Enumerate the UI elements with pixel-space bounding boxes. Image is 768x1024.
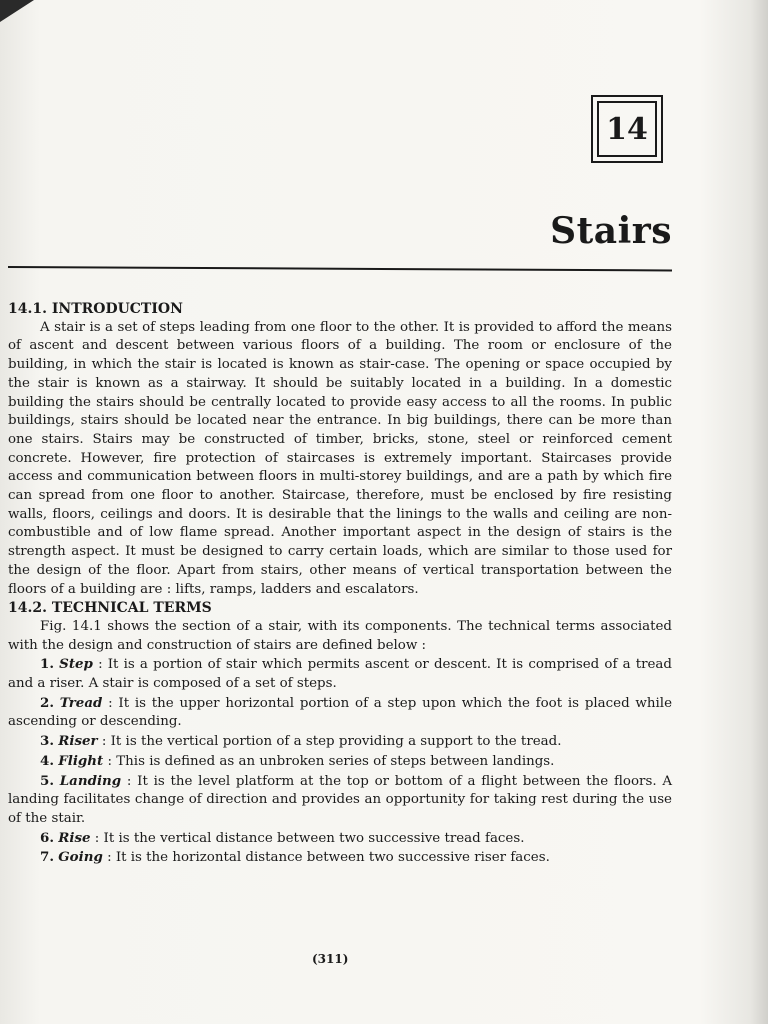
page-edge-shadow	[750, 0, 768, 1024]
section-heading-technical-terms: 14.2. TECHNICAL TERMS	[8, 600, 212, 617]
term-landing: 5. Landing : It is the level platform at the top or bottom of a flight between the floors. A landing facilitates change of direction and provides an opportunity for taking rest during the use of the stair.	[8, 772, 672, 826]
term-definition: : It is a portion of stair which permits ascent or descent. It is comprised of a tread and a riser. A stair is composed of a set of steps.	[8, 657, 672, 692]
term-label: Flight	[58, 752, 104, 769]
term-label: Step	[59, 656, 93, 673]
term-definition: : It is the horizontal distance between two successive riser faces.	[102, 850, 550, 866]
term-label: Riser	[58, 733, 98, 750]
page-content	[8, 300, 672, 868]
technical-terms-intro: Fig. 14.1 shows the section of a stair, with its components. The technical terms associated with the design and construction of stairs are defined below :	[8, 618, 672, 653]
title-rule	[8, 266, 672, 271]
term-riser: 3. Riser : It is the vertical portion of a step providing a support to the tread.	[40, 733, 562, 750]
term-definition: : This is defined as an unbroken series of steps between landings.	[103, 753, 555, 769]
term-definition: : It is the level platform at the top or bottom of a flight between the floors. A landing facilitates change of direction and provides an opportunity for taking rest during the use of the stair.	[8, 773, 672, 826]
term-rise: 6. Rise : It is the vertical distance between two successive tread faces.	[40, 829, 525, 846]
term-definition: : It is the vertical portion of a step providing a support to the tread.	[97, 734, 562, 750]
introduction-paragraph: A stair is a set of steps leading from one floor to the other. It is provided to afford the means of ascent and descent between various floors of a building. The room or enclosure of the building, in which the stair is located is known as stair-case. The opening or space occupied by the stair is known as a stairway. It should be suitably located in a building. In a domestic building the stairs should be centrally located to provide easy access to all the rooms. In public buildings, stairs should be located near the entrance. In big buildings, there can be more than one stairs. Stairs may be constructed of timber, bricks, stone, steel or reinforced cement concrete. However, fire protection of staircases is extremely important. Staircases provide access and communication between floors in multi-storey buildings, and are a path by which fire can spread from one floor to another. Staircase, therefore, must be enclosed by fire resisting walls, floors, ceilings and doors. It is desirable that the linings to the walls and ceiling are non-combustible and of low flame spread. Another important aspect in the design of stairs is the strength aspect. It must be designed to carry certain loads, which are similar to those used for the design of the floor. Apart from stairs, other means of vertical transportation between the floors of a building are : lifts, ramps, ladders and escalators.	[8, 319, 672, 597]
page-number: (311)	[312, 952, 349, 966]
term-label: Landing	[59, 772, 122, 789]
term-definition: : It is the upper horizontal portion of a step upon which the foot is placed while ascending or descending.	[8, 695, 672, 730]
term-tread: 2. Tread : It is the upper horizontal portion of a step upon which the foot is placed while ascending or descending.	[8, 694, 672, 730]
page-corner	[0, 0, 34, 22]
term-label: Going	[58, 849, 103, 866]
term-label: Tread	[59, 694, 103, 711]
term-flight: 4. Flight : This is defined as an unbroken series of steps between landings.	[40, 752, 555, 769]
chapter-title: Stairs	[550, 210, 672, 252]
term-label: Rise	[58, 829, 91, 846]
chapter-number-box	[591, 95, 663, 163]
term-going: 7. Going : It is the horizontal distance between two successive riser faces.	[40, 849, 550, 866]
chapter-number: 14	[597, 101, 657, 157]
term-definition: : It is the vertical distance between two successive tread faces.	[90, 830, 525, 846]
section-heading-introduction: 14.1. INTRODUCTION	[8, 301, 183, 317]
term-step: 1. Step : It is a portion of stair which permits ascent or descent. It is comprised of a tread and a riser. A stair is composed of a set of steps.	[8, 656, 672, 692]
